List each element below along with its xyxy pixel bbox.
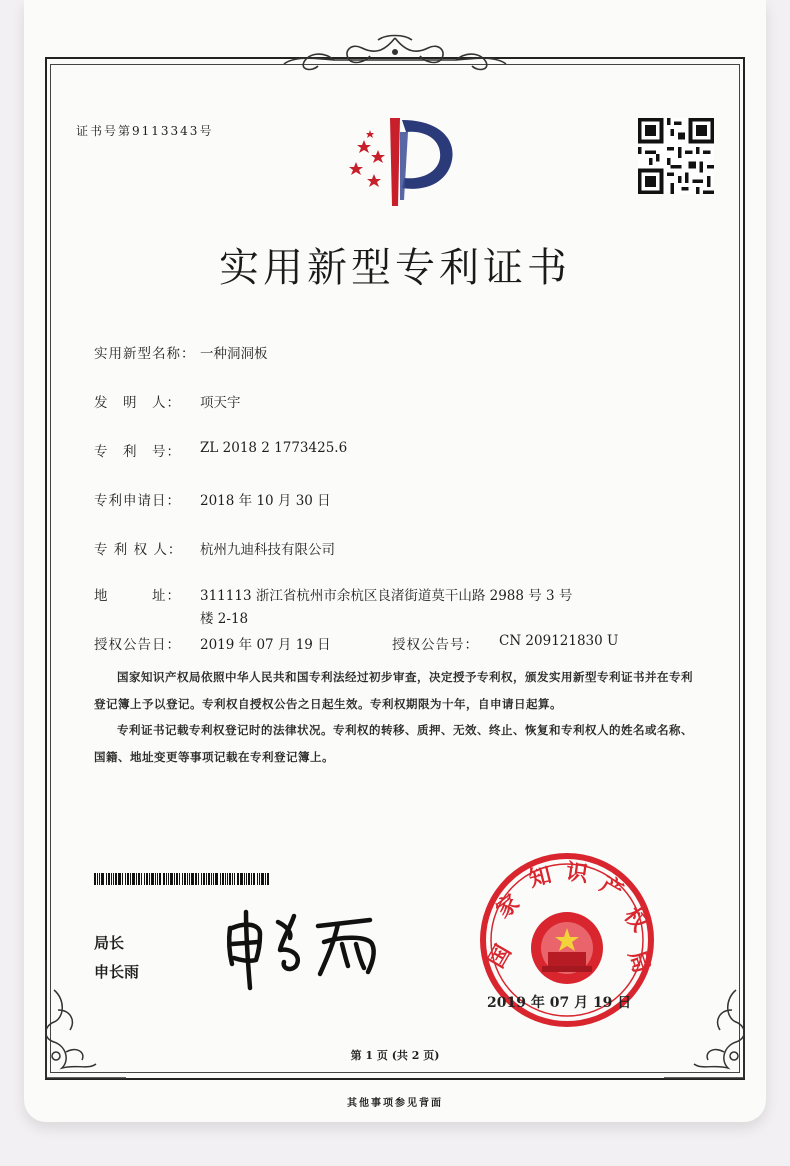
patent-office-logo-icon (334, 110, 464, 210)
barcode (94, 873, 296, 885)
barcode-bar (97, 873, 98, 885)
barcode-bar (138, 873, 140, 885)
barcode-bar (163, 873, 165, 885)
field-value-address-line2: 楼 2-18 (200, 611, 249, 627)
barcode-bar (157, 873, 158, 885)
barcode-bar (184, 873, 186, 885)
barcode-bar (213, 873, 214, 885)
barcode-bar (227, 873, 228, 885)
barcode-bar (261, 873, 264, 885)
field-value-patent-number: ZL 2018 2 1773425.6 (200, 440, 348, 456)
barcode-bar (111, 873, 112, 885)
barcode-bar (174, 873, 175, 885)
field-value-inventor: 项天宇 (200, 395, 241, 411)
field-value-application-date: 2018 年 10 月 30 日 (200, 493, 331, 509)
barcode-bar (215, 873, 218, 885)
certificate-title: 实用新型专利证书 (219, 245, 571, 291)
barcode-bar (253, 873, 255, 885)
svg-text:国: 国 (484, 940, 517, 973)
barcode-bar (203, 873, 205, 885)
barcode-bar (151, 873, 154, 885)
field-value-grant-number: CN 209121830 U (499, 633, 619, 649)
top-ornament-icon (274, 32, 516, 76)
barcode-bar (206, 873, 207, 885)
field-value-address: 311113 浙江省杭州市余杭区良渚街道莫干山路 2988 号 3 号 (200, 588, 573, 604)
barcode-bar (267, 873, 269, 885)
barcode-bar (187, 873, 188, 885)
barcode-bar (141, 873, 142, 885)
barcode-bar (125, 873, 126, 885)
barcode-bar (166, 873, 167, 885)
barcode-bar (122, 873, 123, 885)
barcode-bar (118, 873, 121, 885)
barcode-bar (259, 873, 260, 885)
field-label-application-date: 专利申请日： (94, 493, 181, 509)
field-label-patent-number: 专 利 号： (94, 444, 181, 460)
svg-text:权: 权 (618, 903, 652, 937)
barcode-bar (127, 873, 129, 885)
svg-text:识: 识 (564, 859, 590, 888)
svg-text:产: 产 (595, 872, 628, 905)
certificate-card (24, 0, 766, 1122)
barcode-bar (144, 873, 145, 885)
svg-text:知: 知 (526, 862, 555, 893)
barcode-bar (168, 873, 169, 885)
barcode-bar (132, 873, 135, 885)
barcode-bar (191, 873, 194, 885)
barcode-bar (170, 873, 173, 885)
barcode-bar (240, 873, 243, 885)
barcode-bar (189, 873, 190, 885)
barcode-bar (179, 873, 180, 885)
barcode-bar (136, 873, 137, 885)
field-label-grant-date: 授权公告日： (94, 637, 181, 653)
barcode-bar (237, 873, 239, 885)
field-label-patentee: 专 利 权 人： (94, 542, 183, 558)
field-value-utility-model-name: 一种洞洞板 (200, 346, 268, 362)
svg-text:局: 局 (622, 947, 654, 977)
barcode-bar (176, 873, 178, 885)
certificate-body (94, 664, 704, 770)
page-number: 第 1 页 (共 2 页) (350, 1049, 440, 1062)
barcode-bar (155, 873, 156, 885)
barcode-bar (246, 873, 247, 885)
body-paragraph-1: 国家知识产权局依照中华人民共和国专利法经过初步审查，决定授予专利权，颁发实用新型专利证书并在专利登记簿上予以登记。专利权自授权公告之日起生效。专利权期限为十年，自申请日起算。 (94, 670, 693, 711)
barcode-bar (146, 873, 148, 885)
barcode-bar (222, 873, 224, 885)
svg-text:家: 家 (491, 890, 525, 924)
field-label-inventor: 发 明 人： (94, 395, 181, 411)
field-value-patentee: 杭州九迪科技有限公司 (200, 542, 335, 558)
director-title: 局长 (94, 934, 125, 952)
barcode-bar (198, 873, 199, 885)
barcode-bar (248, 873, 250, 885)
director-name: 申长雨 (94, 963, 140, 981)
barcode-bar (106, 873, 107, 885)
seal-date: 2019 年 07 月 19 日 (487, 995, 632, 1011)
field-label-utility-model-name: 实用新型名称： (94, 346, 196, 362)
barcode-bar (225, 873, 226, 885)
barcode-bar (99, 873, 100, 885)
field-label-address: 地 址： (94, 588, 181, 604)
footer-note: 其他事项参见背面 (347, 1098, 443, 1109)
barcode-bar (195, 873, 197, 885)
barcode-bar (251, 873, 252, 885)
barcode-bar (182, 873, 183, 885)
barcode-bar (208, 873, 210, 885)
barcode-bar (94, 873, 96, 885)
field-value-grant-date: 2019 年 07 月 19 日 (200, 637, 331, 653)
barcode-bar (101, 873, 104, 885)
barcode-bar (113, 873, 114, 885)
certificate-number: 证书号第9113343号 (76, 124, 214, 138)
barcode-bar (149, 873, 150, 885)
barcode-bar (130, 873, 131, 885)
barcode-bar (108, 873, 110, 885)
barcode-bar (265, 873, 266, 885)
barcode-bar (159, 873, 161, 885)
handwritten-signature-icon (220, 898, 396, 994)
body-paragraph-2: 专利证书记载专利权登记时的法律状况。专利权的转移、质押、无效、终止、恢复和专利权人的姓名或名称、国籍、地址变更等事项记载在专利登记簿上。 (94, 723, 693, 764)
barcode-bar (232, 873, 233, 885)
barcode-bar (201, 873, 202, 885)
barcode-bar (229, 873, 231, 885)
field-label-grant-number: 授权公告号： (392, 637, 479, 653)
qr-code-icon (638, 118, 714, 194)
barcode-bar (220, 873, 221, 885)
barcode-bar (234, 873, 235, 885)
barcode-bar (257, 873, 258, 885)
barcode-bar (211, 873, 212, 885)
barcode-bar (244, 873, 245, 885)
barcode-bar (115, 873, 117, 885)
